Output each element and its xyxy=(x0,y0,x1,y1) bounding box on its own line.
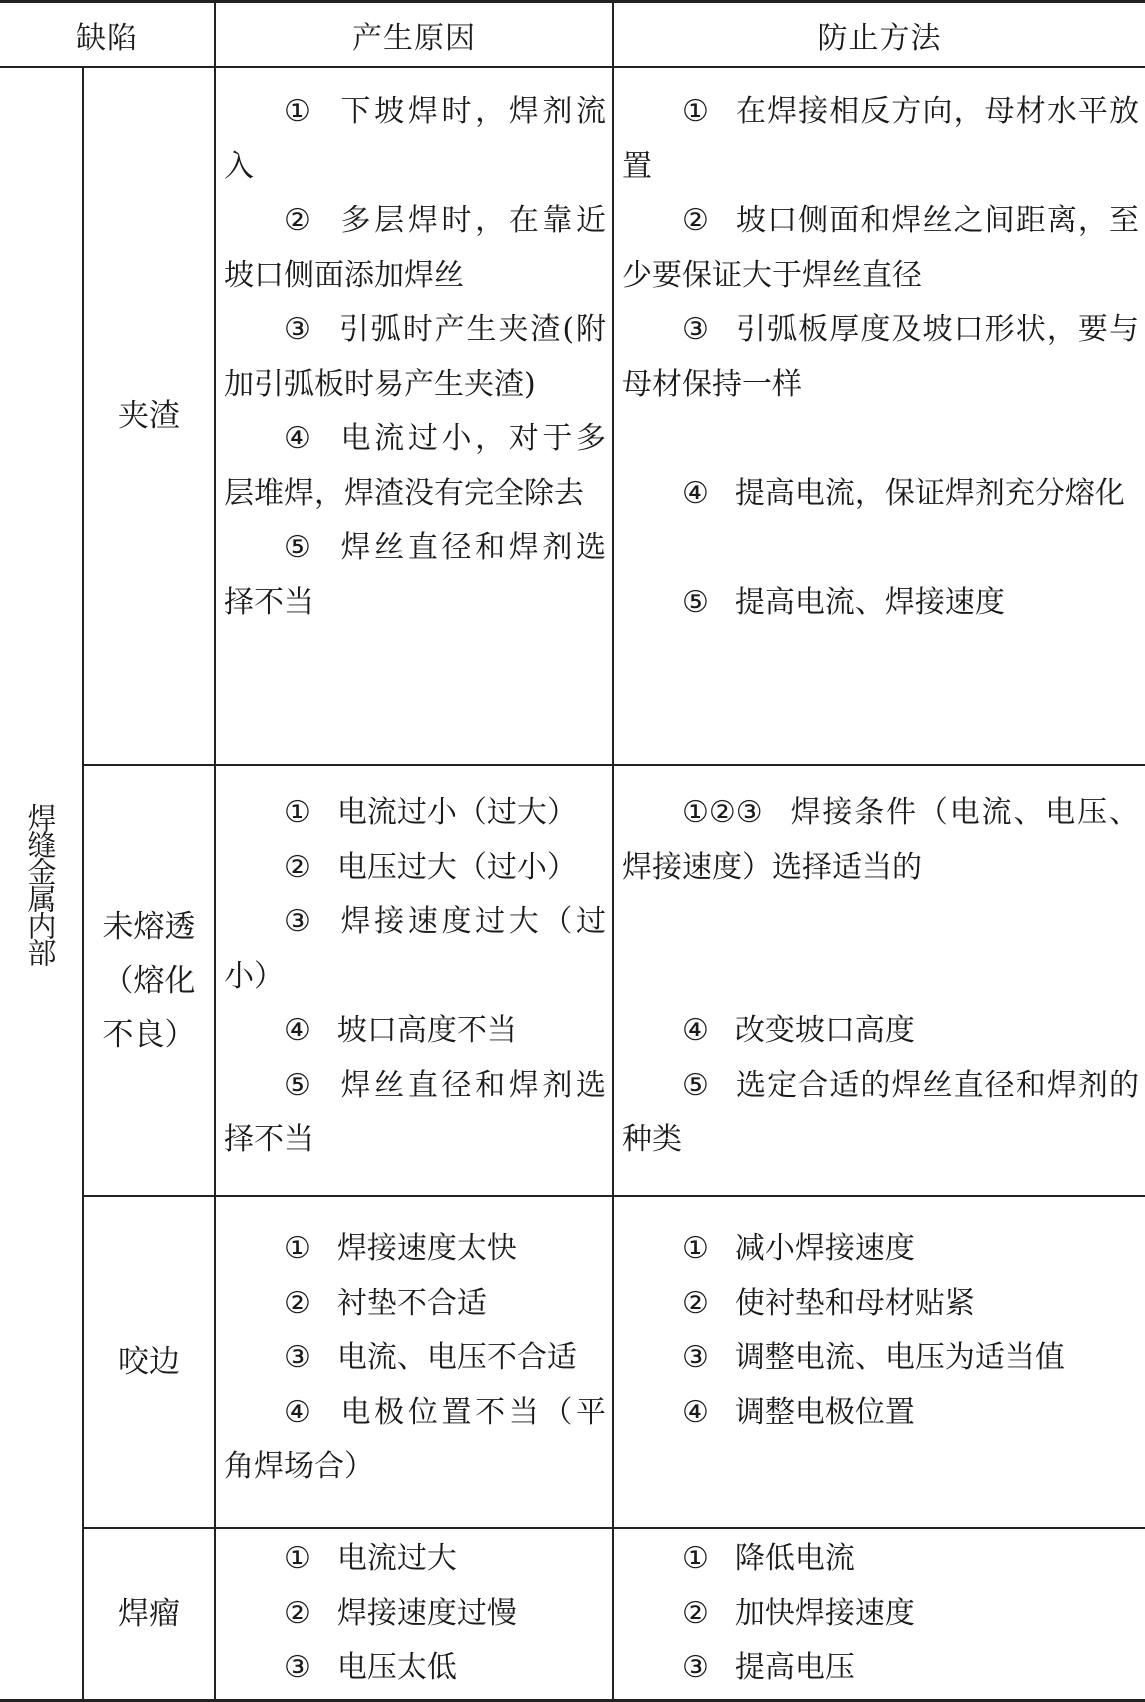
prevention-list xyxy=(614,1532,1145,1696)
list-item: ① 焊接速度太快 xyxy=(284,1231,517,1266)
list-item: ③ 引弧时产生夹渣(附加引弧板时易产生夹渣) xyxy=(224,312,606,402)
list-item: ④ 坡口高度不当 xyxy=(284,1013,517,1048)
list-item: ① 下坡焊时，焊剂流入 xyxy=(224,94,606,184)
list-item: ⑤ 提高电流、焊接速度 xyxy=(682,584,1005,620)
defect-name: 焊瘤 xyxy=(118,1596,180,1632)
cause-list xyxy=(216,786,612,1168)
list-item: ① 电流过小（过大） xyxy=(284,795,577,830)
list-item: ② 衬垫不合适 xyxy=(284,1285,487,1321)
header-cause: 产生原因 xyxy=(352,20,476,56)
list-item: ④ 改变坡口高度 xyxy=(682,1013,915,1048)
prevention-list xyxy=(614,85,1145,630)
defect-name: 夹渣 xyxy=(118,398,180,434)
list-item: ③ 电流、电压不合适 xyxy=(284,1340,577,1375)
list-item: ③ 焊接速度过大（过小） xyxy=(224,904,606,994)
list-item: ② 多层焊时，在靠近坡口侧面添加焊丝 xyxy=(224,203,606,293)
list-item: ② 焊接速度过慢 xyxy=(284,1595,517,1631)
list-item: ⑤ 焊丝直径和焊剂选择不当 xyxy=(224,1067,606,1157)
list-item: ③ 提高电压 xyxy=(682,1650,855,1685)
list-item: ④ 调整电极位置 xyxy=(682,1394,915,1430)
list-item: ③ 电压太低 xyxy=(284,1650,457,1685)
list-item: ①②③ 焊接条件（电流、电压、焊接速度）选择适当的 xyxy=(622,795,1139,885)
defect-name: 未熔透（熔化不良） xyxy=(102,908,196,1053)
list-item: ② 使衬垫和母材贴紧 xyxy=(682,1285,975,1321)
list-item: ② 电压过大（过小） xyxy=(284,849,577,885)
prevention-list xyxy=(614,786,1145,1168)
cause-list xyxy=(216,1222,612,1495)
prevention-list xyxy=(614,1222,1145,1440)
category-label: 焊缝金属内部 xyxy=(23,802,58,965)
cause-list xyxy=(216,85,612,630)
list-item: ③ 调整电流、电压为适当值 xyxy=(682,1340,1065,1375)
list-item: ④ 电流过小，对于多层堆焊，焊渣没有完全除去 xyxy=(224,421,606,511)
list-item: ② 加快焊接速度 xyxy=(682,1595,915,1631)
list-item: ① 减小焊接速度 xyxy=(682,1231,915,1266)
header-prevention: 防止方法 xyxy=(817,20,942,56)
list-item: ④ 电极位置不当（平角焊场合） xyxy=(224,1394,606,1484)
list-item: ⑤ 选定合适的焊丝直径和焊剂的种类 xyxy=(622,1067,1139,1157)
defect-name: 咬边 xyxy=(118,1344,180,1380)
list-item: ② 坡口侧面和焊丝之间距离，至少要保证大于焊丝直径 xyxy=(622,203,1139,293)
cause-list xyxy=(216,1532,612,1696)
header-defect: 缺陷 xyxy=(76,20,138,56)
list-item: ① 降低电流 xyxy=(682,1541,855,1576)
list-item: ⑤ 焊丝直径和焊剂选择不当 xyxy=(224,530,606,620)
list-item: ① 在焊接相反方向，母材水平放置 xyxy=(622,94,1139,184)
list-item: ① 电流过大 xyxy=(284,1541,457,1576)
list-item: ④ 提高电流，保证焊剂充分熔化 xyxy=(682,475,1125,511)
list-item: ③ 引弧板厚度及坡口形状，要与母材保持一样 xyxy=(622,312,1139,402)
